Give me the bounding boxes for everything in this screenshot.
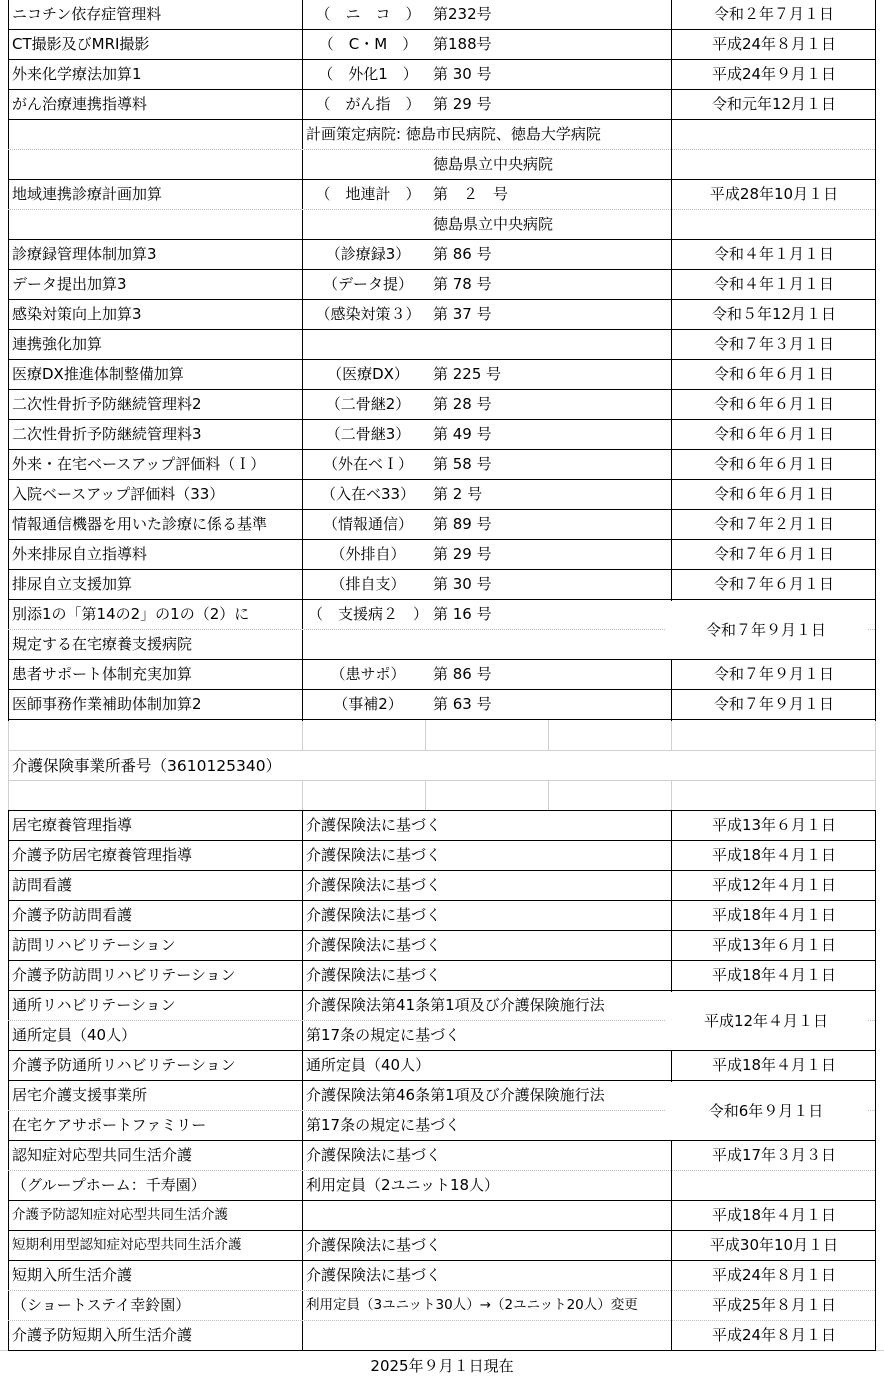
item-name: 規定する在宅療養支援病院 bbox=[12, 635, 193, 653]
item-date: 令和７年６月１日 bbox=[713, 545, 834, 563]
item-number: 第 49 号 bbox=[433, 425, 492, 443]
table-row bbox=[8, 30, 875, 60]
item-code: （感染対策３） bbox=[315, 305, 421, 323]
item-date: 令和５年12月１日 bbox=[711, 305, 837, 323]
item-name: 入院ベースアップ評価料（33） bbox=[12, 485, 225, 503]
gridline bbox=[425, 720, 426, 750]
plan-hospitals-note: 計画策定病院: 徳島市民病院、徳島大学病院 bbox=[306, 125, 601, 143]
gridline bbox=[425, 780, 426, 810]
table-row bbox=[8, 1321, 875, 1351]
service-name: 介護予防短期入所生活介護 bbox=[12, 1326, 193, 1344]
item-name: 診療録管理体制加算3 bbox=[12, 245, 157, 263]
item-date: 令和６年６月１日 bbox=[713, 455, 834, 473]
service-name: 訪問看護 bbox=[12, 876, 73, 894]
service-name: （ショートステイ幸鈴園） bbox=[12, 1296, 191, 1314]
service-name: （グループホーム：千寿園） bbox=[12, 1176, 206, 1194]
item-number: 第 86 号 bbox=[433, 245, 492, 263]
gridline bbox=[8, 780, 876, 781]
item-code: （ ニ コ ） bbox=[315, 5, 421, 23]
service-date: 平成30年10月１日 bbox=[709, 1236, 839, 1254]
service-name: 居宅介護支援事業所 bbox=[12, 1086, 148, 1104]
item-number: 第 225 号 bbox=[433, 365, 502, 383]
item-number: 第 89 号 bbox=[433, 515, 492, 533]
item-code: （二骨継3） bbox=[325, 425, 411, 443]
table-row bbox=[8, 1231, 875, 1261]
item-name: 医療DX推進体制整備加算 bbox=[12, 365, 184, 383]
service-name: 通所リハビリテーション bbox=[12, 996, 176, 1014]
item-number: 第 30 号 bbox=[433, 575, 492, 593]
table-row bbox=[8, 1261, 875, 1291]
item-date: 令和６年６月１日 bbox=[713, 485, 834, 503]
gridline bbox=[8, 750, 876, 751]
item-name: 感染対策向上加算3 bbox=[12, 305, 142, 323]
item-number: 第 63 号 bbox=[433, 695, 492, 713]
table-row bbox=[8, 901, 875, 931]
item-name: 外来化学療法加算1 bbox=[12, 65, 142, 83]
care-insurance-office-number-title: 介護保険事業所番号（3610125340） bbox=[12, 757, 282, 775]
table-row bbox=[8, 841, 875, 871]
gridline bbox=[671, 780, 672, 810]
table-row bbox=[8, 180, 875, 210]
table-row bbox=[8, 150, 875, 180]
item-code: （医療DX） bbox=[327, 365, 409, 383]
item-name: 医師事務作業補助体制加算2 bbox=[12, 695, 202, 713]
item-name: データ提出加算3 bbox=[12, 275, 127, 293]
service-basis: 介護保険法に基づく bbox=[306, 846, 442, 864]
item-code: （ C・M ） bbox=[318, 35, 418, 53]
service-name: 介護予防認知症対応型共同生活介護 bbox=[12, 1207, 228, 1223]
item-number: 第188号 bbox=[433, 35, 492, 53]
item-name: 外来排尿自立指導料 bbox=[12, 545, 148, 563]
gridline bbox=[875, 720, 876, 810]
service-date: 平成24年８月１日 bbox=[711, 1326, 837, 1344]
service-date: 平成25年８月１日 bbox=[711, 1296, 837, 1314]
item-date: 令和元年12月１日 bbox=[711, 95, 837, 113]
service-name: 通所定員（40人） bbox=[12, 1026, 137, 1044]
service-basis: 介護保険法に基づく bbox=[306, 906, 442, 924]
service-name: 認知症対応型共同生活介護 bbox=[12, 1146, 193, 1164]
item-code: （ 地連計 ） bbox=[315, 185, 421, 203]
service-name: 介護予防訪問リハビリテーション bbox=[12, 966, 236, 984]
item-name: CT撮影及びMRI撮影 bbox=[12, 35, 150, 53]
table-row bbox=[8, 390, 875, 420]
table-row bbox=[8, 1201, 875, 1231]
item-date: 平成24年８月１日 bbox=[711, 35, 837, 53]
gridline bbox=[8, 720, 9, 810]
as-of-date: 2025年９月１日現在 bbox=[370, 1357, 514, 1375]
merged-date-cell: 令和７年９月１日 bbox=[665, 601, 867, 659]
table-row bbox=[8, 961, 875, 991]
item-date: 平成24年９月１日 bbox=[711, 65, 837, 83]
table-row bbox=[8, 360, 875, 390]
item-name: 別添1の「第14の2」の1の（2）に bbox=[12, 605, 250, 623]
service-name: 介護予防通所リハビリテーション bbox=[12, 1056, 236, 1074]
item-code: （事補2） bbox=[333, 695, 403, 713]
item-code: （ 支援病２ ） bbox=[308, 605, 428, 623]
table-row bbox=[8, 871, 875, 901]
item-code: （診療録3） bbox=[325, 245, 411, 263]
service-basis: 介護保険法第46条第1項及び介護保険施行法 bbox=[306, 1086, 605, 1104]
service-date: 平成13年６月１日 bbox=[711, 816, 837, 834]
item-code: （患サポ） bbox=[330, 665, 406, 683]
item-code: （情報通信） bbox=[322, 515, 413, 533]
item-code: （外在ベＩ） bbox=[322, 455, 413, 473]
item-number: 第 58 号 bbox=[433, 455, 492, 473]
item-code: （排自支） bbox=[330, 575, 406, 593]
service-name: 介護予防訪問看護 bbox=[12, 906, 133, 924]
service-name: 短期入所生活介護 bbox=[12, 1266, 133, 1284]
item-code: （二骨継2） bbox=[325, 395, 411, 413]
item-date: 令和４年１月１日 bbox=[713, 275, 834, 293]
item-code: （ がん指 ） bbox=[315, 95, 421, 113]
table-row bbox=[8, 420, 875, 450]
gridline bbox=[671, 720, 672, 750]
merged-date-cell: 平成12年４月１日 bbox=[665, 992, 867, 1050]
table-row bbox=[8, 330, 875, 360]
item-name: ニコチン依存症管理料 bbox=[12, 5, 162, 23]
item-name: 二次性骨折予防継続管理料3 bbox=[12, 425, 202, 443]
item-date: 令和６年６月１日 bbox=[713, 425, 834, 443]
item-name: 患者サポート体制充実加算 bbox=[12, 665, 193, 683]
table-row bbox=[8, 210, 875, 240]
table-row bbox=[8, 811, 875, 841]
item-name: 情報通信機器を用いた診療に係る基準 bbox=[12, 515, 268, 533]
table-row bbox=[8, 270, 875, 300]
item-number: 第 37 号 bbox=[433, 305, 492, 323]
service-basis: 介護保険法に基づく bbox=[306, 876, 442, 894]
item-date: 令和７年２月１日 bbox=[713, 515, 834, 533]
item-name: 連携強化加算 bbox=[12, 335, 103, 353]
service-name: 在宅ケアサポートファミリー bbox=[12, 1116, 207, 1134]
item-date: 令和６年６月１日 bbox=[713, 365, 834, 383]
item-date: 令和７年９月１日 bbox=[713, 665, 834, 683]
item-number: 第 ２ 号 bbox=[433, 185, 509, 203]
service-basis: 介護保険法に基づく bbox=[306, 1236, 442, 1254]
table-row bbox=[8, 0, 875, 30]
item-number: 第232号 bbox=[433, 5, 492, 23]
service-date: 平成13年６月１日 bbox=[711, 936, 837, 954]
table-row bbox=[8, 90, 875, 120]
item-number: 第 30 号 bbox=[433, 65, 492, 83]
table-row bbox=[8, 1051, 875, 1081]
item-date: 平成28年10月１日 bbox=[709, 185, 839, 203]
item-number: 第 86 号 bbox=[433, 665, 492, 683]
table-row bbox=[8, 1171, 875, 1201]
service-date: 平成18年４月１日 bbox=[711, 846, 837, 864]
service-name: 訪問リハビリテーション bbox=[12, 936, 176, 954]
service-basis: 第17条の規定に基づく bbox=[306, 1116, 461, 1134]
plan-hospital-name: 徳島県立中央病院 bbox=[433, 155, 554, 173]
item-code: （外排自） bbox=[330, 545, 406, 563]
item-number: 第 29 号 bbox=[433, 545, 492, 563]
table-row bbox=[8, 120, 875, 150]
table-row bbox=[8, 931, 875, 961]
item-code: （入在ベ33） bbox=[320, 485, 416, 503]
service-basis: 介護保険法に基づく bbox=[306, 966, 442, 984]
service-name: 介護予防居宅療養管理指導 bbox=[12, 846, 193, 864]
service-basis: 介護保険法に基づく bbox=[306, 1146, 442, 1164]
gridline bbox=[302, 720, 303, 750]
service-basis: 第17条の規定に基づく bbox=[306, 1026, 461, 1044]
item-date: 令和７年９月１日 bbox=[713, 695, 834, 713]
table-row bbox=[8, 570, 875, 600]
service-basis: 利用定員（3ユニット30人）→（2ユニット20人）変更 bbox=[306, 1297, 638, 1313]
table-row bbox=[8, 480, 875, 510]
service-date: 平成17年３月３日 bbox=[711, 1146, 837, 1164]
table-row bbox=[8, 660, 875, 690]
service-basis: 介護保険法に基づく bbox=[306, 1266, 442, 1284]
table-row bbox=[8, 1141, 875, 1171]
service-basis: 利用定員（2ユニット18人） bbox=[306, 1176, 500, 1194]
item-name: 外来・在宅ベースアップ評価料（Ｉ） bbox=[12, 455, 266, 473]
service-date: 平成18年４月１日 bbox=[711, 906, 837, 924]
item-name: がん治療連携指導料 bbox=[12, 95, 148, 113]
table-row bbox=[8, 1291, 875, 1321]
table-border-right bbox=[875, 0, 876, 721]
service-date: 平成24年８月１日 bbox=[711, 1266, 837, 1284]
table-row bbox=[8, 300, 875, 330]
item-code: （データ提） bbox=[322, 275, 413, 293]
service-name: 短期利用型認知症対応型共同生活介護 bbox=[12, 1237, 242, 1253]
item-date: 令和６年６月１日 bbox=[713, 395, 834, 413]
merged-date-cell: 令和6年９月１日 bbox=[665, 1082, 867, 1140]
service-basis: 介護保険法に基づく bbox=[306, 816, 442, 834]
item-number: 第 78 号 bbox=[433, 275, 492, 293]
service-name: 居宅療養管理指導 bbox=[12, 816, 133, 834]
item-name: 二次性骨折予防継続管理料2 bbox=[12, 395, 202, 413]
table-row bbox=[8, 60, 875, 90]
item-number: 第 16 号 bbox=[433, 605, 492, 623]
plan-hospital-name: 徳島県立中央病院 bbox=[433, 215, 554, 233]
gridline bbox=[302, 780, 303, 810]
table-row bbox=[8, 450, 875, 480]
service-basis: 通所定員（40人） bbox=[306, 1056, 431, 1074]
item-code: （ 外化1 ） bbox=[318, 65, 418, 83]
service-basis: 介護保険法第41条第1項及び介護保険施行法 bbox=[306, 996, 605, 1014]
gridline bbox=[548, 720, 549, 750]
item-number: 第 2 号 bbox=[433, 485, 483, 503]
table-border-right bbox=[875, 810, 876, 1351]
item-name: 地域連携診療計画加算 bbox=[12, 185, 163, 203]
item-name: 排尿自立支援加算 bbox=[12, 575, 133, 593]
service-date: 平成18年４月１日 bbox=[711, 966, 837, 984]
item-date: 令和２年７月１日 bbox=[713, 5, 834, 23]
table-row bbox=[8, 690, 875, 720]
item-number: 第 29 号 bbox=[433, 95, 492, 113]
gridline bbox=[548, 780, 549, 810]
service-basis: 介護保険法に基づく bbox=[306, 936, 442, 954]
service-date: 平成18年４月１日 bbox=[711, 1056, 837, 1074]
table-row bbox=[8, 540, 875, 570]
service-date: 平成18年４月１日 bbox=[711, 1206, 837, 1224]
service-date: 平成12年４月１日 bbox=[711, 876, 837, 894]
item-date: 令和４年１月１日 bbox=[713, 245, 834, 263]
item-date: 令和７年６月１日 bbox=[713, 575, 834, 593]
table-row bbox=[8, 510, 875, 540]
item-date: 令和７年３月１日 bbox=[713, 335, 834, 353]
table-row bbox=[8, 240, 875, 270]
item-number: 第 28 号 bbox=[433, 395, 492, 413]
